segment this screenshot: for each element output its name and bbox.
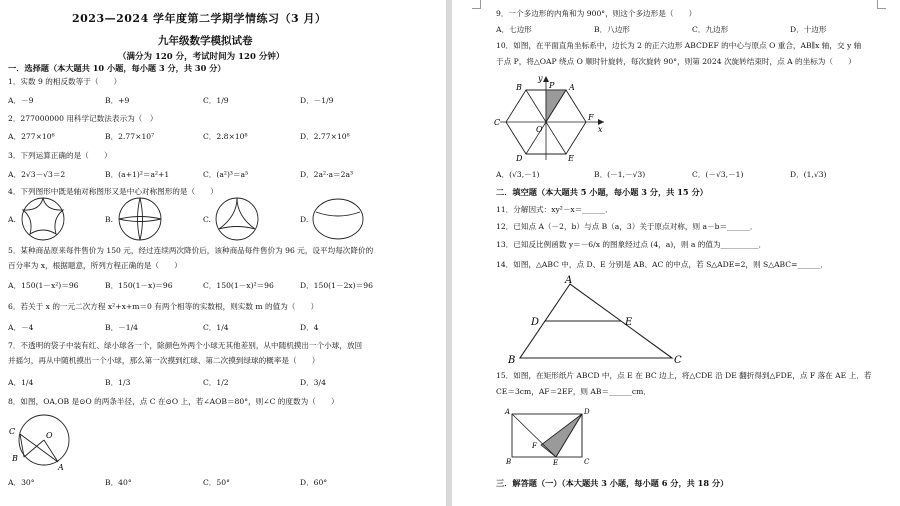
question-6: 6．若关于 x 的一元二次方程 x²+x+m＝0 有两个相等的实数根，则实数 m 的值为（ ） — [8, 302, 319, 311]
q7-option-b: B．1/3 — [105, 378, 131, 387]
q4-figure-a — [18, 196, 68, 242]
section-3-heading: 三．解答题（一）（本大题共 3 小题，每小题 6 分，共 18 分） — [496, 478, 729, 488]
q15-label-c: C — [584, 458, 590, 466]
q2-option-c: C．2.8×10⁸ — [203, 132, 248, 141]
q4-option-d: D. — [300, 215, 309, 224]
q1-option-c: C．1/9 — [203, 96, 229, 105]
q4-option-c: C. — [203, 215, 211, 224]
exam-title: 2023—2024 学年度第二学期学情练习（3 月） — [72, 12, 327, 25]
page-corner-mark — [877, 0, 886, 9]
q1-option-b: B．+9 — [105, 96, 130, 105]
section-2-heading: 二．填空题（本大题共 5 小题，每小题 3 分，共 15 分） — [496, 187, 708, 197]
q10-label-o: O — [536, 125, 543, 134]
q10-label-c: C — [494, 118, 501, 127]
q10-option-d: D．(1,√3) — [790, 170, 827, 179]
q14-label-c: C — [674, 355, 682, 366]
q10-option-c: C．(－√3,－1) — [692, 170, 744, 179]
q6-option-d: D．4 — [300, 323, 319, 332]
q5-option-d: D．150(1－2x)＝96 — [300, 281, 373, 290]
q10-label-x: x — [598, 125, 603, 134]
exam-info: （满分为 120 分，考试时间为 120 分钟） — [118, 52, 285, 62]
q1-option-d: D．－1/9 — [300, 96, 334, 105]
q8-label-c: C — [9, 427, 16, 436]
q4-figure-b — [115, 196, 165, 242]
question-5-line1: 5．某种商品原来每件售价为 150 元，经过连续两次降价后，该种商品每件售价为 96 元，设平均每次降价的 — [8, 246, 374, 255]
q2-option-a: A．277×10⁶ — [8, 132, 55, 141]
q14-label-e: E — [625, 317, 633, 328]
q1-option-a: A．－9 — [8, 96, 34, 105]
q14-triangle-figure — [502, 274, 692, 366]
exam-page-right — [452, 0, 900, 506]
q8-option-a: A．30° — [8, 478, 35, 487]
q10-label-b: B — [516, 83, 522, 92]
q3-option-d: D．2a²·a＝2a³ — [300, 170, 354, 179]
q3-option-b: B．(a+1)²＝a²+1 — [105, 170, 170, 179]
q5-option-b: B．150(1－x)＝96 — [105, 281, 173, 290]
q15-label-f: F — [532, 442, 537, 450]
q8-label-a: A — [58, 463, 64, 472]
q4-option-b: B. — [105, 215, 113, 224]
question-15-line2: CE＝3cm，AF＝2EF，则 AB＝______cm． — [496, 387, 651, 396]
q15-label-b: B — [506, 458, 512, 466]
q10-label-e: E — [568, 154, 574, 163]
question-7-line1: 7．不透明的袋子中装有红、绿小球各一个，除颜色外两个小球无其他差别，从中随机摸出一个小球，放回 — [8, 341, 363, 350]
q15-label-d: D — [584, 408, 590, 416]
question-4: 4．下列图形中既是轴对称图形又是中心对称图形的是（ ） — [8, 187, 218, 196]
q9-option-c: C．九边形 — [692, 25, 729, 34]
question-13: 13．已知反比例函数 y＝－6/x 的图象经过点 (4，a)，则 a 的值为__________． — [496, 240, 767, 249]
q5-option-a: A．150(1－x²)＝96 — [8, 281, 79, 290]
q8-option-d: D．60° — [300, 478, 328, 487]
q3-option-a: A．2√3－√3＝2 — [8, 170, 66, 179]
q9-option-a: A．七边形 — [496, 25, 532, 34]
question-14: 14．如图，△ABC 中，点 D、E 分别是 AB、AC 的中点，若 S△ADE=2，则 S△ABC=______． — [496, 260, 828, 269]
q9-option-d: D．十边形 — [790, 25, 827, 34]
q9-option-b: B．八边形 — [594, 25, 630, 34]
q15-label-e: E — [553, 459, 559, 466]
q10-label-y: y — [538, 74, 543, 83]
question-2: 2．277000000 用科学记数法表示为（ ） — [8, 114, 158, 123]
question-10-line2: 于点 P，将△OAP 绕点 O 顺时针旋转，每次旋转 90°，则第 2024 次旋转结束时，点 A 的坐标为（ ） — [496, 57, 856, 66]
q14-label-b: B — [508, 355, 516, 366]
q2-option-d: D．2.77×10⁸ — [300, 132, 350, 141]
question-5-line2: 百分率为 x，根据题意，所列方程正确的是（ ） — [8, 261, 182, 270]
question-3: 3．下列运算正确的是（ ） — [8, 151, 112, 160]
q4-figure-d — [310, 196, 366, 242]
q10-hexagon-figure — [492, 72, 612, 164]
question-8: 8．如图，OA,OB 是⊙O 的两条半径，点 C 在⊙O 上，若∠AOB＝80°，则∠C 的度数为（ ） — [8, 397, 339, 406]
question-12: 12．已知点 A（－2，b）与点 B（a，3）关于原点对称，则 a－b＝______． — [496, 222, 758, 231]
question-9: 9．一个多边形的内角和为 900°，则这个多边形是（ ） — [496, 9, 697, 18]
q10-option-b: B．(－1,－√3) — [594, 170, 646, 179]
q6-option-a: A．－4 — [8, 323, 34, 332]
q8-option-c: C．50° — [203, 478, 230, 487]
q10-label-f: F — [588, 113, 594, 122]
q10-label-p: P — [549, 81, 555, 90]
q8-label-o: O — [46, 431, 53, 440]
q15-label-a: A — [505, 408, 511, 416]
q10-label-a: A — [569, 83, 575, 92]
q7-option-a: A．1/4 — [8, 378, 34, 387]
q8-label-b: B — [12, 454, 18, 463]
q10-option-a: A．(√3,－1) — [496, 170, 540, 179]
exam-page-left — [0, 0, 446, 506]
q6-option-b: B．－1/4 — [105, 323, 138, 332]
q7-option-d: D．3/4 — [300, 378, 326, 387]
q3-option-c: C．(a²)³＝a⁵ — [203, 170, 249, 179]
q4-figure-c — [212, 196, 262, 242]
exam-subtitle: 九年级数学模拟试卷 — [158, 35, 253, 47]
q4-option-a: A. — [8, 215, 16, 224]
q6-option-c: C．1/4 — [203, 323, 229, 332]
question-11: 11．分解因式：xy²－x＝______． — [496, 205, 613, 214]
q8-option-b: B．40° — [105, 478, 132, 487]
q2-option-b: B．2.77×10⁷ — [105, 132, 155, 141]
section-1-heading: 一．选择题（本大题共 10 小题，每小题 3 分，共 30 分） — [8, 63, 226, 73]
question-7-line2: 并摇匀，再从中随机摸出一个小球，那么第一次摸到红球、第二次摸到绿球的概率是（ ） — [8, 356, 320, 365]
question-15-line1: 15．如图，在矩形纸片 ABCD 中，点 E 在 BC 边上，将△CDE 沿 DE 翻折得到△FDE，点 F 落在 AE 上．若 — [496, 371, 872, 380]
q5-option-c: C．150(1－x)²＝96 — [203, 281, 274, 290]
page-corner-mark — [472, 0, 481, 9]
q7-option-c: C．1/2 — [203, 378, 229, 387]
q14-label-d: D — [531, 317, 540, 328]
q10-label-d: D — [516, 154, 523, 163]
question-10-line1: 10．如图，在平面直角坐标系中，边长为 2 的正六边形 ABCDEF 的中心与原点 O 重合，AB∥x 轴，交 y 轴 — [496, 41, 862, 50]
q14-label-a: A — [565, 275, 573, 286]
q15-rectangle-figure — [504, 404, 594, 466]
q8-figure — [6, 410, 76, 472]
question-1: 1．实数 9 的相反数等于（ ） — [8, 77, 122, 86]
